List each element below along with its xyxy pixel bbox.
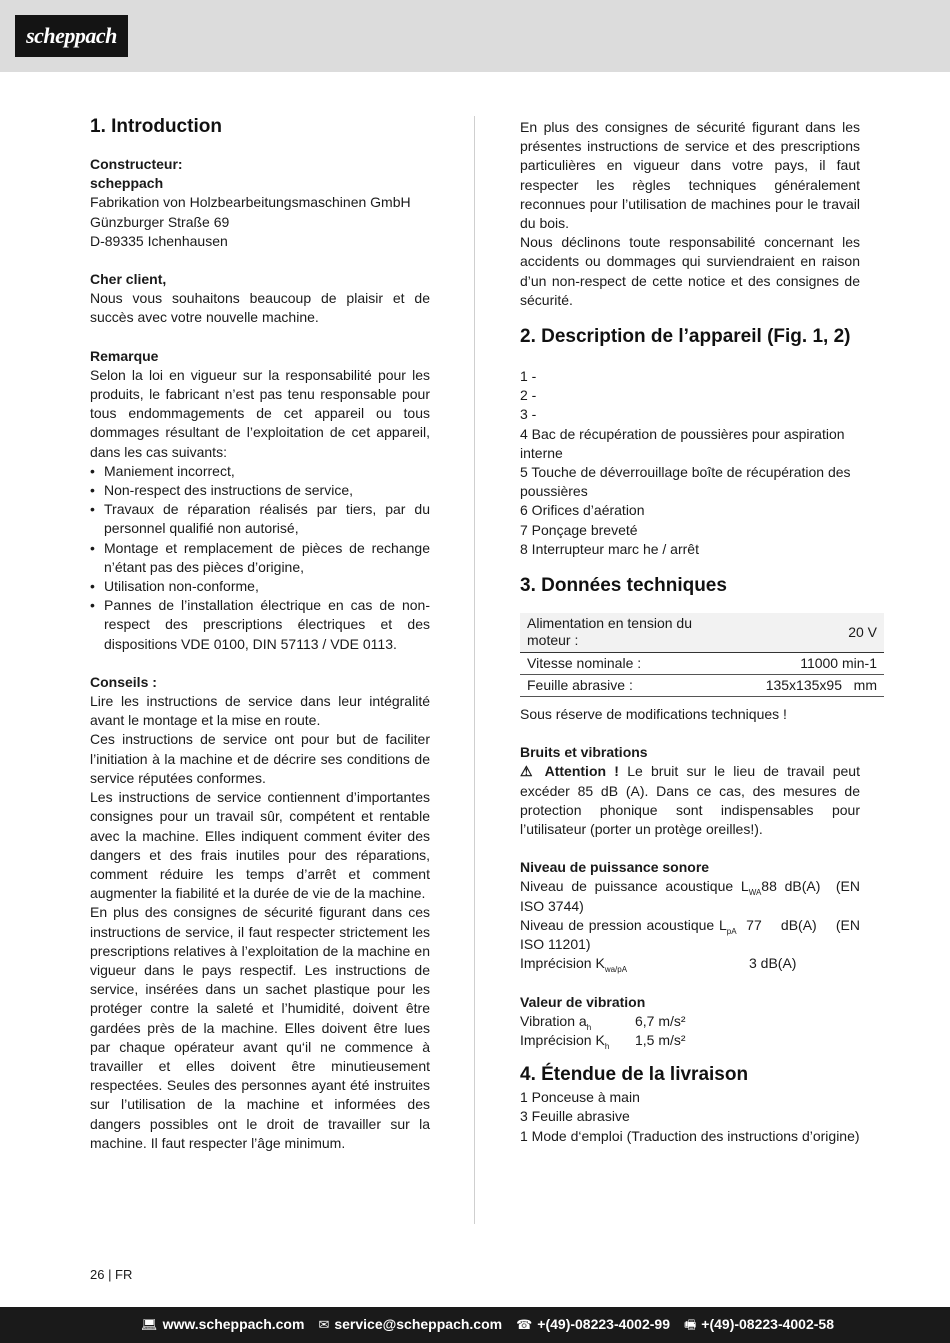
sound-label-text: Imprécision K [520, 955, 605, 972]
list-item: 6 Orifices d’aération [520, 502, 645, 519]
list-item: 8 Interrupteur marc he / arrêt [520, 540, 699, 557]
sound-value: 77 dB(A) (EN ISO 11201) [520, 916, 864, 953]
left-column [90, 114, 430, 1153]
sound-row [520, 877, 864, 915]
list-item: • Montage et remplacement de pièces de rechange n’étant pas des pièces d’origine, [90, 539, 430, 577]
safety-paragraph: En plus des consignes de sécurité figurant dans les présentes instructions de service et des prescriptions particulières en vigueur dans votre pays, il faut respecter les règles techniques généralement reconnues pour l’utilisation de machines pour le travail du bois. [520, 119, 860, 232]
list-item: • Travaux de réparation réalisés par tiers, par du personnel qualifié non autorisé, [90, 500, 430, 538]
fax-text: +(49)-08223-4002-58 [701, 1316, 834, 1333]
vibration-subscript: h [586, 1022, 592, 1032]
list-item: • Non-respect des instructions de service, [90, 481, 430, 500]
vibration-row-label [520, 1012, 635, 1031]
vibration-label-text: Imprécision K [520, 1031, 605, 1048]
list-item: • Maniement incorrect, [90, 462, 430, 481]
right-column [520, 118, 877, 1146]
bruits-label: Bruits et vibrations [520, 744, 648, 761]
sound-subscript: pA [726, 926, 737, 936]
attention-paragraph [520, 762, 860, 839]
tech-note: Sous réserve de modifications techniques ! [520, 706, 787, 723]
address-line: D-89335 Ichenhausen [90, 232, 228, 249]
page-number: 26 | FR [90, 1267, 133, 1282]
list-item: 7 Ponçage breveté [520, 521, 638, 538]
table-cell-label: Feuille abrasive : [520, 675, 720, 697]
table-cell-value: 135x135x95 mm [720, 675, 884, 697]
sound-subscript: WA [748, 888, 762, 898]
conseils-label: Conseils : [90, 673, 157, 690]
scheppach-logo: scheppach [15, 15, 128, 57]
table-row [520, 675, 884, 697]
cher-client-label: Cher client, [90, 271, 167, 288]
list-item: 2 - [520, 387, 537, 404]
list-item: 3 Feuille abrasive [520, 1108, 630, 1125]
warning-label: ⚠ Attention ! [520, 763, 619, 780]
list-item: 1 Ponceuse à main [520, 1089, 640, 1106]
sound-row [520, 916, 864, 954]
phone-icon: ☎ [516, 1317, 533, 1333]
list-item: 5 Touche de déverrouillage boîte de récupération des poussières [520, 464, 851, 500]
attention-text: Le bruit sur le lieu de travail peut excéder 85 dB (A). Dans ce cas, des mesures de protection phonique sont indispensables pour l’utilisateur (porter un protège oreilles!). [520, 763, 860, 838]
computer-icon: 💻︎ [141, 1317, 158, 1333]
sound-label: Niveau de puissance acoustique L [520, 878, 749, 895]
list-item: • Pannes de l’installation électrique en cas de non-respect des prescriptions électriques et des dispositions VDE 0100, DIN 57113 / VDE 0113. [90, 596, 430, 654]
vibration-value: 6,7 m/s² [635, 1012, 686, 1029]
technical-data-table [520, 613, 884, 697]
section-title-technical-data: 3. Données techniques [520, 575, 727, 597]
constructeur-label: Constructeur: [90, 156, 183, 172]
safety-paragraph: Nous déclinons toute responsabilité concernant les accidents ou dommages qui surviendraient en raison d’un non-respect de cette notice et des consignes de sécurité. [520, 234, 860, 308]
vibration-row [520, 1012, 860, 1031]
liability-bullet-list [90, 462, 430, 654]
website-text: www.scheppach.com [162, 1316, 305, 1333]
constructeur-name: scheppach [90, 175, 164, 192]
header-bar [0, 0, 950, 72]
vibration-row [520, 1031, 860, 1050]
table-row [520, 613, 884, 653]
sound-value: 88 dB(A) (EN ISO 3744) [520, 878, 864, 914]
email-link[interactable] [318, 1315, 502, 1334]
sound-label: Niveau de pression acoustique L [520, 916, 727, 933]
list-item: • Utilisation non-conforme, [90, 577, 430, 596]
table-cell-label: Vitesse nominale : [520, 653, 720, 675]
phone-text: +(49)-08223-4002-99 [537, 1316, 670, 1333]
address-line: Günzburger Straße 69 [90, 213, 230, 230]
table-cell-value: 20 V [720, 613, 884, 653]
vibration-subscript: h [604, 1041, 610, 1051]
list-item: 4 Bac de récupération de poussières pour aspiration interne [520, 425, 845, 461]
remarque-text: Selon la loi en vigueur sur la responsabilité pour les produits, le fabricant n’est pas tenu responsable pour tous endommagements de cet appareil ou tous dommages résultant de l’exploitation de cet appareil, dans les cas suivants: [90, 366, 430, 460]
conseils-paragraph: Les instructions de service contiennent d’importantes consignes pour un travail sûr, compétent et rentable avec la machine. Elles indiquent comment éviter des dangers et des frais inutiles pour des réparations, comment réduire les temps d’arrêt et comment augmenter la fiabilité et la durée de vie de la machine. [90, 789, 430, 902]
table-cell-value: 11000 min-1 [720, 653, 884, 675]
column-divider [474, 116, 475, 1224]
section-title-description: 2. Description de l’appareil (Fig. 1, 2) [520, 326, 851, 348]
address-line: Fabrikation von Holzbearbeitungsmaschinen GmbH [90, 194, 411, 211]
list-item: 1 - [520, 368, 537, 385]
sound-label [520, 954, 749, 973]
vibration-label-text: Vibration a [520, 1012, 587, 1029]
conseils-paragraph: En plus des consignes de sécurité figurant dans ces instructions de service, il faut respecter strictement les prescriptions relatives à l’exploitation de la machine en vigueur dans le pays respectif. Les instructions de service, insérées dans un sachet plastique pour les protéger contre la saleté et l’humidité, doivent être gardées près de la machine. Elles doivent être lues par chaque opérateur avant qu‘il ne commence à travailler et elles doivent être minutieusement respectées. Seules des personnes ayant été instruites sur l’utilisation de la machine et informées des dangers possibles ont le droit de travailler sur la machine. Il faut respecter l’âge minimum. [90, 904, 430, 1151]
vibration-value: 1,5 m/s² [635, 1031, 686, 1048]
sound-subscript: wa/pA [604, 965, 628, 975]
cher-client-text: Nous vous souhaitons beaucoup de plaisir et de succès avec votre nouvelle machine. [90, 290, 430, 326]
phone-link[interactable] [516, 1315, 670, 1334]
vibration-label: Valeur de vibration [520, 993, 646, 1010]
fax-link[interactable] [684, 1315, 834, 1334]
conseils-paragraph: Ces instructions de service ont pour but de faciliter l’initiation à la machine et de décrire ses conditions de service réputées conformes. [90, 731, 430, 786]
niveau-label: Niveau de puissance sonore [520, 859, 710, 876]
vibration-row-label [520, 1031, 635, 1050]
section-title-livraison: 4. Étendue de la livraison [520, 1064, 749, 1086]
list-item: 1 Mode d‘emploi (Traduction des instructions d’origine) [520, 1127, 860, 1144]
conseils-paragraph: Lire les instructions de service dans leur intégralité avant le montage et la mise en route. [90, 693, 430, 729]
sound-row [520, 954, 860, 973]
table-row [520, 653, 884, 675]
sound-value: 3 dB(A) [749, 955, 797, 972]
website-link[interactable] [141, 1315, 304, 1334]
remarque-label: Remarque [90, 347, 159, 364]
email-text: service@scheppach.com [334, 1316, 503, 1333]
table-cell-label: Alimentation en tension du moteur : [520, 613, 720, 653]
list-item: 3 - [520, 406, 537, 423]
mail-icon: ✉ [318, 1317, 330, 1333]
fax-icon: 🖷︎ [684, 1317, 697, 1333]
contact-bar [0, 1307, 950, 1343]
section-title-introduction: 1. Introduction [90, 116, 222, 137]
